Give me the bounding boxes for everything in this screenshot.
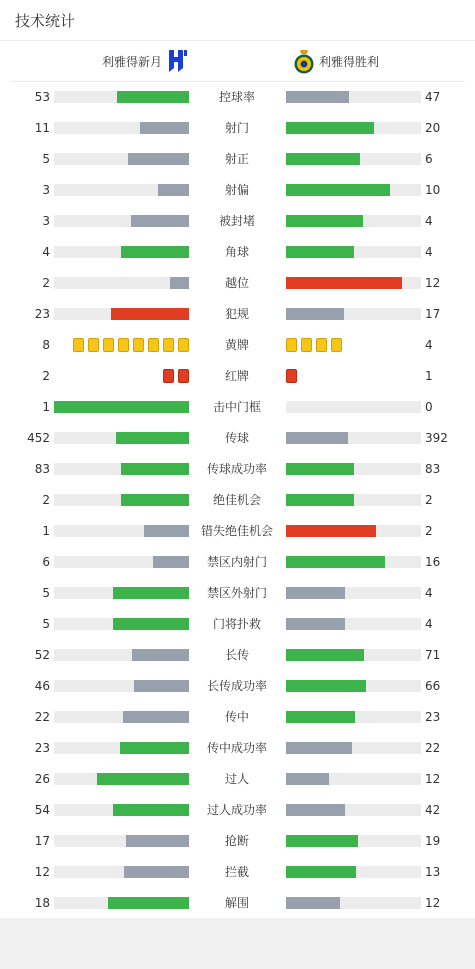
- home-stat-bar-fill: [54, 401, 189, 413]
- stat-label: 解围: [224, 896, 249, 910]
- home-stat-bar: [54, 525, 189, 537]
- home-stat-bar: [54, 215, 189, 227]
- away-stat-bar-fill: [286, 773, 329, 785]
- stat-row: [0, 245, 475, 259]
- home-stat-value: 46: [34, 679, 50, 693]
- away-stat-value: 12: [425, 276, 441, 290]
- away-stat-bar-fill: [286, 897, 340, 909]
- away-stat-bar: [286, 215, 421, 227]
- home-stat-value: 26: [34, 772, 50, 786]
- home-stat-bar-fill: [111, 308, 189, 320]
- away-stat-value: 4: [425, 617, 433, 631]
- home-stat-value: 22: [34, 710, 50, 724]
- stat-row: [0, 90, 475, 104]
- stat-label: 传球: [224, 431, 249, 445]
- away-stat-value: 71: [425, 648, 441, 662]
- home-stat-bar: [54, 835, 189, 847]
- stat-label: 射门: [224, 121, 249, 135]
- home-stat-value: 23: [34, 307, 50, 321]
- stat-row: [0, 307, 475, 321]
- stat-label: 拦截: [224, 865, 249, 879]
- away-stat-value: 2: [425, 493, 433, 507]
- away-stat-bar: [286, 277, 421, 289]
- home-stat-bar: [54, 494, 189, 506]
- home-stat-bar-fill: [126, 835, 189, 847]
- stat-row: [0, 710, 475, 724]
- home-stat-bar: [54, 711, 189, 723]
- home-stat-bar: [54, 897, 189, 909]
- stat-row: [0, 121, 475, 135]
- stat-row: [0, 617, 475, 631]
- stat-label: 禁区外射门: [206, 586, 267, 600]
- yellow-card-icon: [133, 338, 144, 352]
- home-stat-bar: [54, 556, 189, 568]
- home-stat-bar: [54, 277, 189, 289]
- away-stat-bar: [286, 184, 421, 196]
- home-stat-bar: [54, 91, 189, 103]
- away-stat-bar-fill: [286, 91, 349, 103]
- stat-row: [0, 276, 475, 290]
- home-stat-bar: [54, 742, 189, 754]
- home-stat-value: 18: [34, 896, 50, 910]
- stat-label: 绝佳机会: [212, 493, 261, 507]
- home-stat-bar-fill: [170, 277, 189, 289]
- yellow-card-icon: [163, 338, 174, 352]
- away-stat-bar: [286, 153, 421, 165]
- yellow-card-icon: [88, 338, 99, 352]
- stat-label: 门将扑救: [212, 617, 261, 631]
- home-team-name: 利雅得新月: [102, 55, 163, 69]
- yellow-card-icon: [103, 338, 114, 352]
- stat-row: [0, 524, 475, 538]
- away-stat-value: 1: [425, 369, 433, 383]
- away-stat-bar: [286, 463, 421, 475]
- home-stat-value: 53: [34, 90, 50, 104]
- home-stat-bar: [54, 804, 189, 816]
- home-stat-bar-fill: [121, 463, 189, 475]
- stat-label: 过人成功率: [206, 803, 267, 817]
- away-stat-bar-fill: [286, 711, 355, 723]
- stat-row: [0, 803, 475, 817]
- away-stat-bar: [286, 742, 421, 754]
- home-team-logo: [166, 48, 188, 74]
- stat-label: 禁区内射门: [206, 555, 267, 569]
- away-stat-value: 4: [425, 338, 433, 352]
- home-stat-value: 5: [42, 586, 50, 600]
- stat-label: 黄牌: [224, 338, 249, 352]
- away-stat-bar: [286, 804, 421, 816]
- away-stat-bar: [286, 308, 421, 320]
- home-stat-bar: [54, 184, 189, 196]
- home-stat-bar: [54, 587, 189, 599]
- away-stat-value: 4: [425, 214, 433, 228]
- home-stat-value: 5: [42, 152, 50, 166]
- home-stat-value: 2: [42, 493, 50, 507]
- away-stat-bar-fill: [286, 184, 390, 196]
- stat-label: 射偏: [224, 183, 249, 197]
- away-stat-bar-fill: [286, 432, 348, 444]
- home-stat-value: 54: [34, 803, 50, 817]
- away-stat-bar-fill: [286, 494, 354, 506]
- away-stat-value: 2: [425, 524, 433, 538]
- stat-label: 传球成功率: [206, 462, 267, 476]
- home-stat-bar-fill: [121, 246, 189, 258]
- away-stat-value: 12: [425, 896, 441, 910]
- home-stat-value: 2: [42, 369, 50, 383]
- home-cards: [73, 338, 189, 352]
- stat-row: [0, 865, 475, 879]
- away-stat-bar: [286, 680, 421, 692]
- stat-label: 越位: [224, 276, 249, 290]
- stat-row: [0, 586, 475, 600]
- away-stat-bar: [286, 525, 421, 537]
- away-stat-bar: [286, 494, 421, 506]
- stat-row: [0, 369, 475, 383]
- away-stat-bar: [286, 835, 421, 847]
- yellow-card-icon: [286, 338, 297, 352]
- red-card-icon: [178, 369, 189, 383]
- away-team-name: 利雅得胜利: [319, 55, 380, 69]
- stat-row: [0, 648, 475, 662]
- away-stat-bar: [286, 618, 421, 630]
- away-stat-value: 17: [425, 307, 441, 321]
- home-stat-bar-fill: [97, 773, 189, 785]
- home-stat-value: 5: [42, 617, 50, 631]
- away-stat-bar-fill: [286, 742, 352, 754]
- home-stat-value: 17: [34, 834, 50, 848]
- yellow-card-icon: [73, 338, 84, 352]
- home-stat-value: 3: [42, 183, 50, 197]
- home-stat-bar-fill: [123, 711, 189, 723]
- home-stat-bar-fill: [113, 587, 189, 599]
- stat-row: [0, 462, 475, 476]
- away-stat-bar-fill: [286, 618, 345, 630]
- home-stat-bar-fill: [131, 215, 189, 227]
- away-stat-bar-fill: [286, 215, 363, 227]
- home-stat-value: 8: [42, 338, 50, 352]
- stat-label: 犯规: [224, 307, 249, 321]
- stat-row: [0, 834, 475, 848]
- stat-row: [0, 679, 475, 693]
- home-stat-bar-fill: [124, 866, 189, 878]
- home-stat-bar: [54, 153, 189, 165]
- away-stat-bar-fill: [286, 277, 402, 289]
- home-stat-bar: [54, 649, 189, 661]
- away-stat-bar-fill: [286, 680, 366, 692]
- away-stat-value: 12: [425, 772, 441, 786]
- stat-row: [0, 896, 475, 910]
- away-stat-value: 66: [425, 679, 441, 693]
- away-stat-bar: [286, 556, 421, 568]
- stat-row: [0, 338, 475, 352]
- away-stat-value: 0: [425, 400, 433, 414]
- away-stat-value: 4: [425, 586, 433, 600]
- yellow-card-icon: [118, 338, 129, 352]
- home-stat-bar-fill: [144, 525, 189, 537]
- away-stat-bar: [286, 711, 421, 723]
- home-stat-value: 52: [34, 648, 50, 662]
- stat-label: 红牌: [224, 369, 249, 383]
- away-stat-value: 83: [425, 462, 441, 476]
- home-stat-bar: [54, 618, 189, 630]
- home-stat-bar: [54, 773, 189, 785]
- home-stat-value: 11: [34, 121, 50, 135]
- stat-row: [0, 183, 475, 197]
- away-stat-bar: [286, 246, 421, 258]
- stat-row: [0, 431, 475, 445]
- red-card-icon: [286, 369, 297, 383]
- home-cards: [163, 369, 189, 383]
- home-stat-value: 83: [34, 462, 50, 476]
- away-stat-value: 392: [425, 431, 448, 445]
- home-stat-bar-fill: [158, 184, 189, 196]
- away-stat-bar: [286, 897, 421, 909]
- home-stat-bar-fill: [140, 122, 189, 134]
- home-stat-bar-fill: [113, 618, 189, 630]
- away-stat-value: 19: [425, 834, 441, 848]
- home-stat-value: 12: [34, 865, 50, 879]
- home-stat-value: 6: [42, 555, 50, 569]
- away-stat-bar-fill: [286, 587, 345, 599]
- home-stat-bar-fill: [117, 91, 189, 103]
- stat-label: 控球率: [218, 90, 255, 104]
- stat-row: [0, 400, 475, 414]
- home-stat-bar: [54, 680, 189, 692]
- away-stat-bar-fill: [286, 463, 354, 475]
- home-stat-bar: [54, 122, 189, 134]
- stat-label: 长传: [224, 648, 249, 662]
- home-stat-bar: [54, 866, 189, 878]
- away-stat-bar-fill: [286, 804, 345, 816]
- stat-label: 角球: [224, 245, 249, 259]
- home-stat-bar-fill: [132, 649, 189, 661]
- home-stat-bar-fill: [153, 556, 189, 568]
- home-stat-bar-fill: [134, 680, 189, 692]
- away-cards: [286, 338, 342, 352]
- home-stat-bar-fill: [121, 494, 189, 506]
- stat-label: 传中成功率: [206, 741, 267, 755]
- yellow-card-icon: [316, 338, 327, 352]
- away-team-logo: [293, 49, 315, 74]
- home-stat-value: 452: [27, 431, 50, 445]
- away-stat-bar-fill: [286, 246, 354, 258]
- home-stat-bar-fill: [116, 432, 189, 444]
- team-divider: [10, 81, 465, 82]
- away-stat-value: 23: [425, 710, 441, 724]
- away-cards: [286, 369, 297, 383]
- away-stat-bar-fill: [286, 525, 376, 537]
- away-stat-value: 22: [425, 741, 441, 755]
- away-stat-bar-fill: [286, 308, 344, 320]
- yellow-card-icon: [148, 338, 159, 352]
- away-stat-value: 13: [425, 865, 441, 879]
- away-stat-value: 47: [425, 90, 441, 104]
- stat-label: 抢断: [224, 834, 249, 848]
- page-footer-area: [0, 918, 475, 969]
- home-stat-value: 2: [42, 276, 50, 290]
- home-stat-value: 3: [42, 214, 50, 228]
- stat-row: [0, 493, 475, 507]
- home-stat-bar: [54, 246, 189, 258]
- away-stat-bar: [286, 773, 421, 785]
- yellow-card-icon: [331, 338, 342, 352]
- away-stat-value: 6: [425, 152, 433, 166]
- away-stat-bar: [286, 401, 421, 413]
- away-stat-bar: [286, 432, 421, 444]
- away-stat-bar-fill: [286, 153, 360, 165]
- home-stat-bar-fill: [113, 804, 189, 816]
- stat-label: 击中门框: [212, 400, 261, 414]
- stat-label: 被封堵: [218, 214, 255, 228]
- away-stat-value: 42: [425, 803, 441, 817]
- home-stat-bar: [54, 401, 189, 413]
- away-stat-bar: [286, 91, 421, 103]
- home-stat-bar: [54, 432, 189, 444]
- away-stat-bar-fill: [286, 649, 364, 661]
- home-stat-value: 1: [42, 400, 50, 414]
- away-stat-value: 10: [425, 183, 441, 197]
- stat-label: 错失绝佳机会: [200, 524, 273, 538]
- away-stat-value: 20: [425, 121, 441, 135]
- yellow-card-icon: [301, 338, 312, 352]
- yellow-card-icon: [178, 338, 189, 352]
- away-stat-bar: [286, 649, 421, 661]
- home-stat-bar-fill: [128, 153, 189, 165]
- home-stat-bar: [54, 463, 189, 475]
- stat-row: [0, 214, 475, 228]
- away-stat-bar: [286, 122, 421, 134]
- stat-label: 长传成功率: [206, 679, 267, 693]
- home-stat-bar: [54, 308, 189, 320]
- page-title: 技术统计: [15, 12, 76, 30]
- stat-row: [0, 152, 475, 166]
- away-stat-bar-fill: [286, 556, 385, 568]
- home-stat-bar-fill: [108, 897, 189, 909]
- away-stat-bar-fill: [286, 122, 374, 134]
- away-stat-value: 4: [425, 245, 433, 259]
- home-stat-value: 4: [42, 245, 50, 259]
- stat-label: 过人: [224, 772, 249, 786]
- red-card-icon: [163, 369, 174, 383]
- home-stat-bar-fill: [120, 742, 189, 754]
- away-stat-value: 16: [425, 555, 441, 569]
- away-stat-bar-fill: [286, 866, 356, 878]
- header-divider: [0, 40, 475, 41]
- stat-label: 射正: [224, 152, 249, 166]
- away-stat-bar: [286, 866, 421, 878]
- stat-row: [0, 741, 475, 755]
- home-stat-value: 1: [42, 524, 50, 538]
- home-stat-value: 23: [34, 741, 50, 755]
- stat-label: 传中: [224, 710, 249, 724]
- stat-row: [0, 772, 475, 786]
- stat-row: [0, 555, 475, 569]
- away-stat-bar: [286, 587, 421, 599]
- away-stat-bar-fill: [286, 835, 358, 847]
